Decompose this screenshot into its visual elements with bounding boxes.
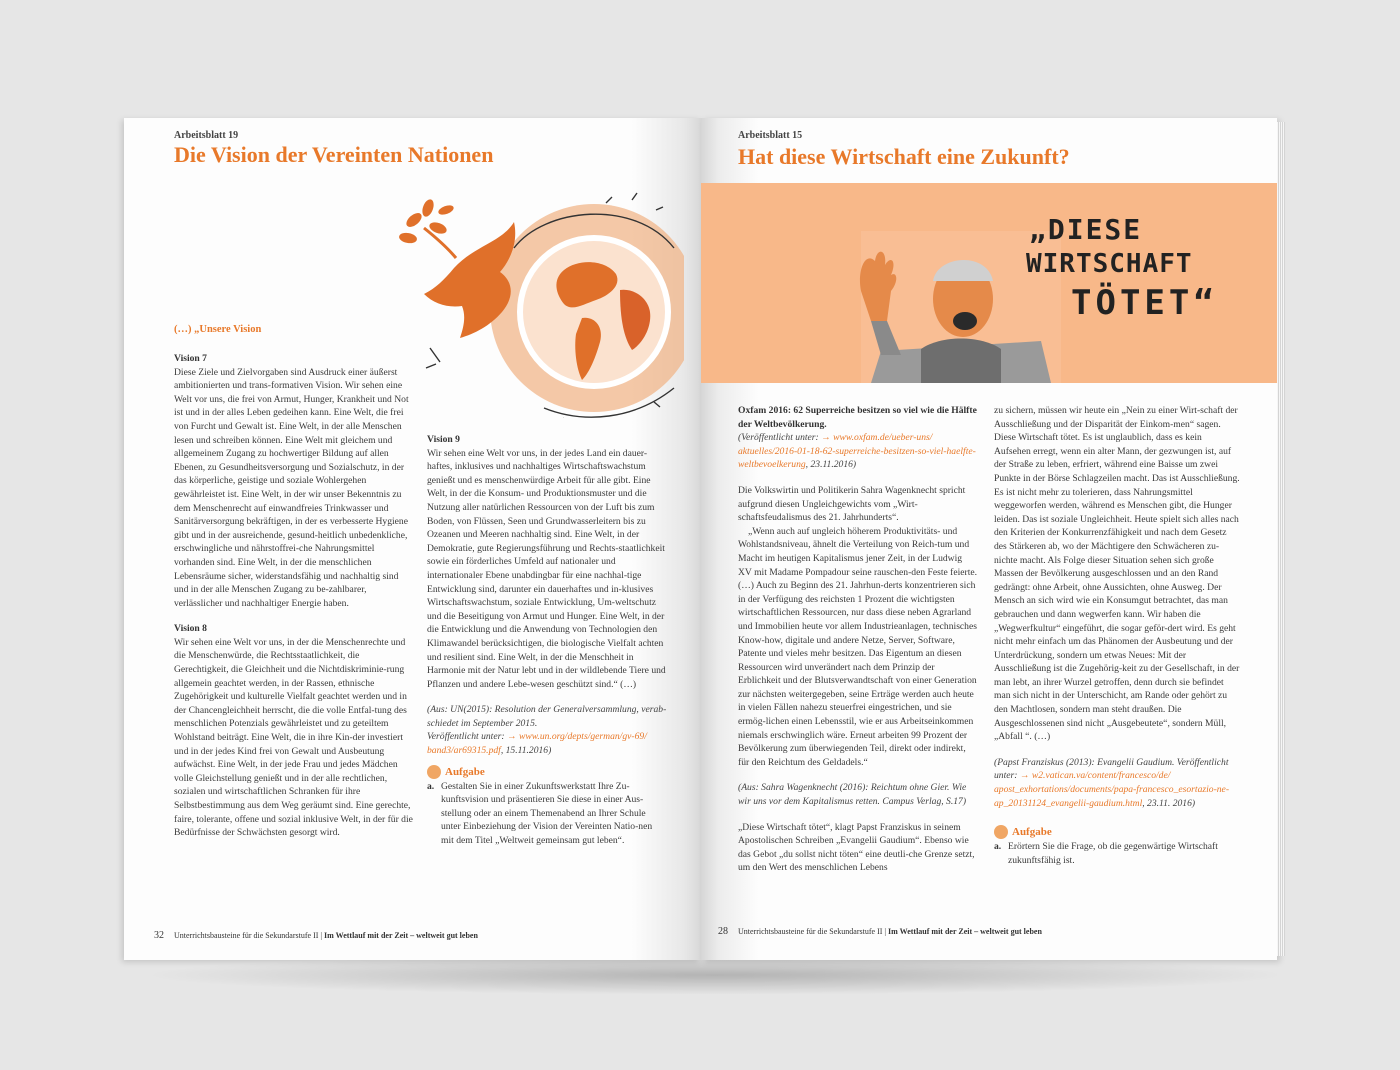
vision-8-heading: Vision 8 xyxy=(174,623,207,635)
task-text: Erörtern Sie die Frage, ob die gegenwärtige Wirtschaft zukunftsfähig ist. xyxy=(1008,841,1218,866)
dove-globe-illustration xyxy=(394,188,684,418)
task-heading xyxy=(994,826,1240,840)
left-page xyxy=(124,118,701,960)
page-title: Die Vision der Vereinten Nationen xyxy=(174,142,494,167)
vision-9-heading: Vision 9 xyxy=(427,434,460,445)
pope-source-text: (Papst Franziskus (2013): Evangelii Gaudium. Veröffentlicht unter: xyxy=(994,756,1229,782)
pope-date: , 23.11. 2016) xyxy=(1142,797,1196,809)
pope-source xyxy=(994,756,1240,810)
right-column xyxy=(994,404,1240,867)
vision-7-heading: Vision 7 xyxy=(174,353,207,364)
sheet-label: Arbeitsblatt 15 xyxy=(738,130,803,141)
task-text: Gestalten Sie in einer Zukunftswerkstatt Ihre Zu-kunftsvision und präsentieren Sie diese in einer Aus-stellung oder an einem Themenabend an Ihrer Schule unter Einbeziehung der Vision der Vereinten Natio-nen mit dem Titel „Weltweit gemeinsam gut leben“. xyxy=(441,780,653,847)
pope-quote: zu sichern, müssen wir heute ein „Nein zu einer Wirt-schaft der Ausschließung und der Disparität der Einkom-men“ sagen. Diese Wirtschaft tötet. Es ist unglaublich, dass es kein Aufsehen erregt, wenn ein alter Mann, der gezwungen ist, auf der Straße zu leben, erfriert, während eine Baisse um zwei Punkte in der Börse Schlagzeilen macht. Das ist Ausschließung. Es ist nicht mehr zu tolerieren, dass Nahrungsmittel weggeworfen werden, während es Menschen gibt, die Hunger leiden. Das ist soziale Ungleichheit. Heute spielt sich alles nach den Kriterien der Konkurrenzfähigkeit und nach dem Gesetz des Stärkeren ab, wo der Mächtigere den Schwächeren zu-nichte macht. Als Folge dieser Situation sehen sich große Massen der Bevölkerung ausgeschlossen und an den Rand gedrängt: ohne Arbeit, ohne Aussichten, ohne Ausweg. Der Mensch an sich wird wie ein Konsumgut betrachtet, das man gebrauchen und dann wegwerfen kann. Wir haben die „Wegwerfkultur“ eingeführt, die sogar geför-dert wird. Es geht nicht mehr einfach um das Phänomen der Ausbeutung und der Unterdrückung, sondern um etwas Neues: Mit der Ausschließung ist die Zugehörig-keit zu der Gesellschaft, in der man lebt, an ihrer Wurzel getroffen, denn durch sie befindet man sich nicht in der Unterschicht, am Rande oder gehört zu den Machtlosen, sondern man steht draußen. Die Ausgeschlossenen sind nicht „Ausgebeutete“, sondern Müll, „Abfall “. (…) xyxy=(994,405,1240,743)
oxfam-source-text: (Veröffentlicht unter: xyxy=(738,432,819,444)
right-column xyxy=(427,433,667,848)
footer-title: Im Wettlauf mit der Zeit – weltweit gut leben xyxy=(324,931,478,940)
left-column xyxy=(738,404,978,875)
oxfam-source xyxy=(738,431,978,472)
oxfam-date: , 23.11.2016) xyxy=(805,459,857,471)
paragraph-3: „Diese Wirtschaft tötet“, klagt Papst Franziskus in seinem Apostolischen Schreiben „Evangelii Gaudium“. Ebenso wie das Gebot „du sollst nicht töten“ eine deutli-che Grenze setzt, um den Wert des menschlichen Lebens xyxy=(738,821,975,874)
vision-9-text: Wir sehen eine Welt vor uns, in der jedes Land ein dauer-haftes, inklusives und nachhaltiges Wirtschaftswachstum genießt und es menschenwürdige Arbeit für alle gibt. Eine Welt, in der die Konsum- und Produktionsmuster und die Nutzung aller natürlichen Ressourcen von der Luft bis zum Boden, von Flüssen, Seen und Grundwasserleitern bis zu Ozeanen und Meeren nachhaltig sind. Eine Welt, in der Demokratie, gute Regierungsführung und Rechts-staatlichkeit sowie ein förderliches Umfeld auf nationaler und internationaler Ebene unabdingbar für eine nachhal-tige Entwicklung sind, darunter ein dauerhaftes und in-klusives Wirtschaftswachstum, soziale Entwicklung, Um-weltschutz und die Beseitigung von Armut und Hunger. Eine Welt, in der die Entwicklung und die Anwendung von Technologien den Klimawandel berücksichtigen, die biologische Vielfalt achten und resilient sind. Eine Welt, in der die Menschheit in Harmonie mit der Natur lebt und in der wildlebende Tiere und Pflanzen und andere Lebe-wesen geschützt sind.“ (…) xyxy=(427,447,666,690)
intro-heading: (…) „Unsere Vision xyxy=(174,324,262,335)
task-icon xyxy=(427,765,441,779)
footer-series: Unterrichtsbausteine für die Sekundarstufe II | xyxy=(174,931,324,940)
task-item xyxy=(427,780,667,848)
source-note xyxy=(427,703,667,757)
footer-title: Im Wettlauf mit der Zeit – weltweit gut leben xyxy=(888,927,1042,936)
oxfam-heading: Oxfam 2016: 62 Superreiche besitzen so viel wie die Hälfte der Weltbevölkerung. xyxy=(738,405,977,430)
quote-line-1: „DIESE xyxy=(1029,213,1143,246)
task-marker: a. xyxy=(994,841,1002,853)
page-footer xyxy=(154,930,478,941)
source-text: (Aus: UN(2015): Resolution der Generalversammlung, verab-schiedet im September 2015. xyxy=(427,704,667,729)
quote-line-3: TÖTET“ xyxy=(1071,283,1218,323)
quote-line-2: WIRTSCHAFT xyxy=(1026,249,1193,279)
pope-link[interactable]: → w2.vatican.va/content/francesco/de/ apost_exhortations/documents/papa-francesco_esortazio-ne-ap_20131124_evangelii-gaudium.html xyxy=(994,770,1230,809)
task-label: Aufgabe xyxy=(445,765,485,778)
task-item xyxy=(994,840,1240,867)
right-page xyxy=(701,118,1277,960)
page-title: Hat diese Wirtschaft eine Zukunft? xyxy=(738,144,1070,169)
paragraph-2: „Wenn auch auf ungleich höherem Produktivitäts- und Wohlstandsniveau, ähnelt die Verteilung von Reich-tum und Macht im heutigen Kapitalismus jener Zeit, in der Ludwig XV mit Madame Pompadour seine rauschen-den Feste feierte. (…) Auch zu Beginn des 21. Jahrhun-derts konzentrieren sich in der Verfügung des reichsten 1 Prozent die wichtigsten wirtschaftlichen Ressourcen, nur dass diese neben Agrarland und Immobilien heute vor allem Industrieanlagen, technisches Know-how, digitale und andere Netze, Server, Software, Patente und vieles mehr besitzen. Das Eigentum an diesen Ressourcen wird unverändert nach dem Prinzip der Erblichkeit und der Blutsverwandtschaft von einer Generation zur nächsten weitergegeben, seine Erträge werden auch heute in vielen Fällen nahezu steuerfrei eingestrichen, und sie ermög-lichen einen Lebensstil, wie er aus Arbeitseinkommen niemals erschwinglich wäre. Erneut arbeiten 99 Prozent der Bevölkerung zum überwiegenden Teil, direkt oder indirekt, für den Reichtum des Geldadels.“ xyxy=(738,525,978,768)
source-link[interactable]: → www.un.org/depts/german/gv-69/ band3/ar69315.pdf xyxy=(427,731,647,757)
page-number: 28 xyxy=(718,926,728,937)
page-footer xyxy=(718,926,1042,937)
globe-illustration xyxy=(490,204,684,412)
page-edges xyxy=(1277,122,1285,956)
book-shadow xyxy=(140,955,1290,995)
footer-series: Unterrichtsbausteine für die Sekundarstufe II | xyxy=(738,927,888,936)
source-date: , 15.11.2016) xyxy=(500,745,552,757)
task-icon xyxy=(994,825,1008,839)
sheet-label: Arbeitsblatt 19 xyxy=(174,130,239,141)
quote-banner xyxy=(701,183,1277,383)
page-number: 32 xyxy=(154,930,164,941)
vision-8-text: Wir sehen eine Welt vor uns, in der die Menschenrechte und die Menschenwürde, die Rechtsstaatlichkeit, die Gerechtigkeit, die Gleichheit und die Nichtdiskriminie-rung allgemein geachtet werden, in der Rassen, ethnische Zugehörigkeit und kulturelle Vielfalt geachtet werden und in der Chancengleichheit herrscht, die die volle Entfal-tung des menschlichen Potenzials gewährleistet und zu geteiltem Wohlstand beiträgt. Eine Welt, die in ihre Kin-der investiert und in der jedes Kind frei von Gewalt und Ausbeutung aufwächst. Eine Welt, in der jede Frau und jedes Mädchen volle Gleichstellung genießt und in der alle rechtlichen, sozialen und wirtschaftlichen Schranken für ihre Selbstbestimmung aus dem Weg geräumt sind. Eine gerechte, faire, tolerante, offene und sozial inklusive Welt, in der für die Bedürfnisse der Schwächsten gesorgt wird. xyxy=(174,636,413,839)
task-label: Aufgabe xyxy=(1012,826,1052,839)
task-marker: a. xyxy=(427,780,435,792)
paragraph-1: Die Volkswirtin und Politikerin Sahra Wagenknecht spricht aufgrund diesen Ungleichgewichts vom „Wirt-schaftsfeudalismus des 21. Jahrhunderts“. xyxy=(738,484,966,524)
wagenknecht-source: (Aus: Sahra Wagenknecht (2016): Reichtum ohne Gier. Wie wir uns vor dem Kapitalismus retten. Campus Verlag, S.17) xyxy=(738,782,967,808)
oxfam-link[interactable]: → www.oxfam.de/ueber-uns/ aktuelles/2016-01-18-62-superreiche-besitzen-so-viel-haelfte-weltbevoelkerung xyxy=(738,432,976,471)
vision-7-text: Diese Ziele und Zielvorgaben sind Ausdruck einer äußerst ambitionierten und trans-formativen Vision. Wir sehen eine Welt vor uns, die frei von Armut, Hunger, Krankheit und Not ist und in der alles Leben gedeihen kann. Eine Welt, die frei von Furcht und Gewalt ist. Eine Welt, in der alle Menschen lesen und schreiben können. Eine Welt mit gleichem und allgemeinem Zugang zu hochwertiger Bildung auf allen Ebenen, zu Gesundheitsversorgung und Sozialschutz, in der das körperliche, geistige und soziale Wohlergehen gewährleistet ist. Eine Welt, in der wir unser Bekenntnis zu dem Menschenrecht auf einwandfreies Trinkwasser und Sanitärversorgung bekräftigen, in der es verbesserte Hygiene gibt und in der ausreichende, gesund-heitlich unbedenkliche, erschwingliche und nährstoffrei-che Nahrungsmittel vorhanden sind. Eine Welt, in der die menschlichen Lebensräume sicher, widerstandsfähig und nachhaltig sind und in der alle Menschen Zugang zu be-zahlbarer, verlässlicher und nachhaltiger Energie haben. xyxy=(174,366,409,609)
left-column xyxy=(174,352,414,840)
source-published: Veröffentlicht unter: xyxy=(427,731,505,743)
task-heading xyxy=(427,766,667,780)
